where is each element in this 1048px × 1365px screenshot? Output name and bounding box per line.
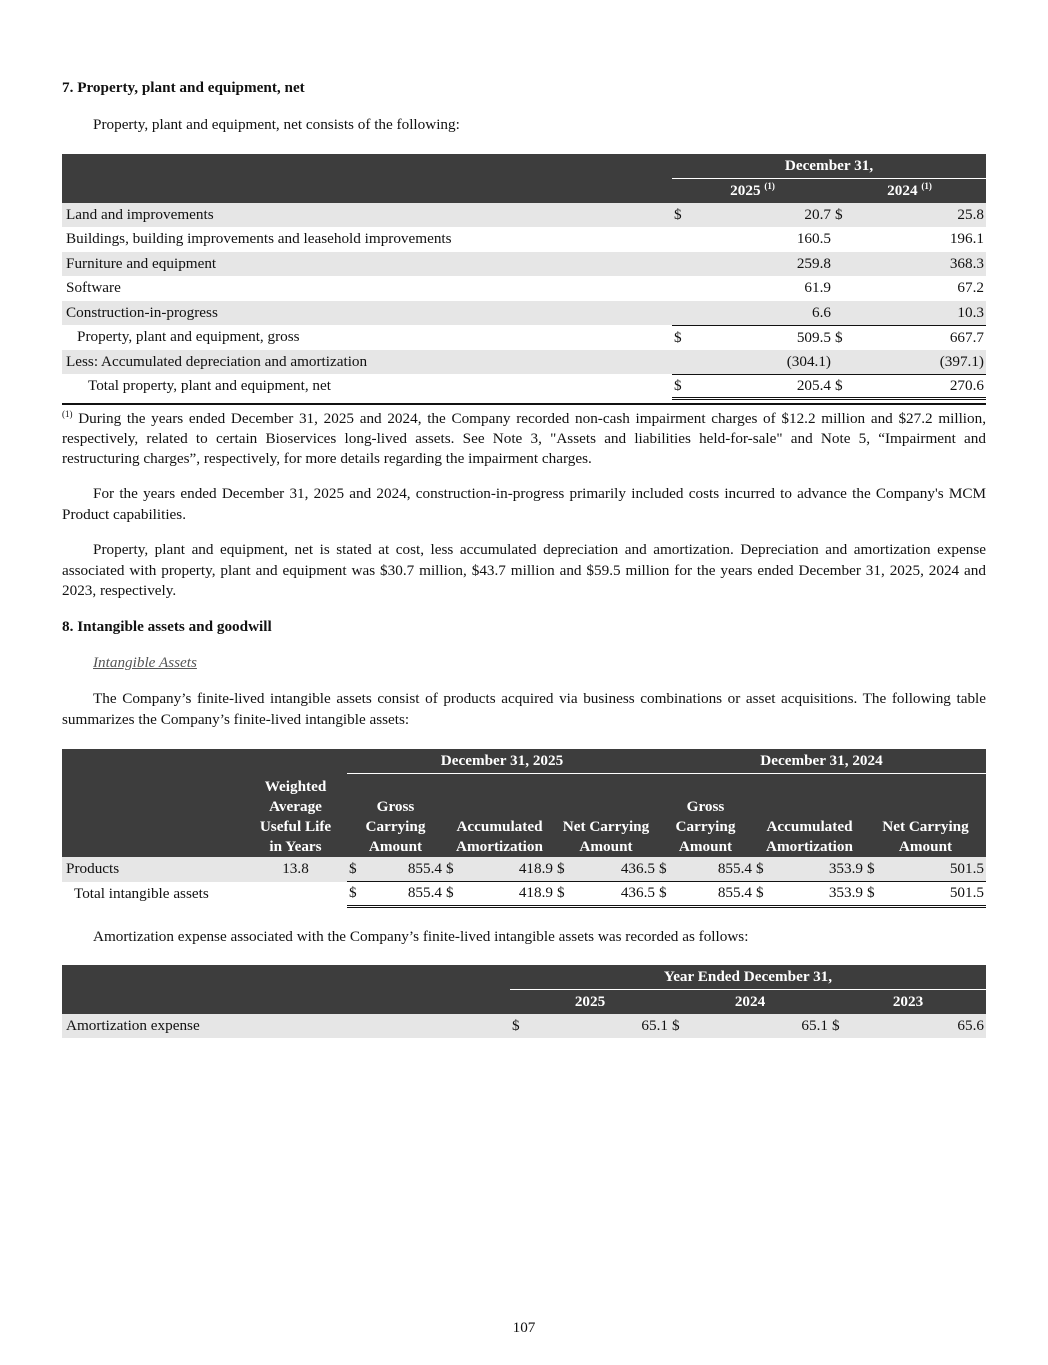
table-cell: 6.6	[688, 301, 833, 326]
section8-paragraph-1: The Company’s finite-lived intangible assets consist of products acquired via business combinations or asset acquisitions. The following table summarizes the Company’s finite-lived intangible assets:	[62, 690, 986, 728]
section8-subheading: Intangible Assets	[93, 654, 197, 671]
table-cell: 855.4	[669, 857, 754, 882]
table-cell	[833, 350, 849, 375]
table-row	[62, 374, 986, 399]
table-cell: $	[347, 882, 359, 907]
table-row	[62, 857, 986, 882]
table-cell: 25.8	[849, 203, 986, 227]
col-net-2025: Net Carrying Amount	[555, 773, 657, 857]
table-cell: 418.9	[456, 882, 555, 907]
table-cell: $	[444, 882, 456, 907]
col-accum-2024: Accumulated Amortization	[754, 773, 865, 857]
table-cell: Construction-in-progress	[62, 301, 672, 326]
table-cell: 855.4	[359, 882, 444, 907]
table-cell: $	[672, 325, 688, 350]
col-accum-2025: Accumulated Amortization	[444, 773, 555, 857]
table-cell: $	[754, 857, 766, 882]
ppe-col-2025: 2025 $^{(1)}$	[672, 178, 833, 203]
table-cell: $	[555, 882, 567, 907]
intangibles-table	[62, 749, 986, 908]
table-cell	[672, 252, 688, 277]
table-cell: $	[347, 857, 359, 882]
table-cell: 61.9	[804, 279, 831, 297]
table-cell: $	[865, 882, 877, 907]
table-cell: $	[555, 857, 567, 882]
table-cell: $	[670, 1014, 686, 1039]
table-cell: $	[672, 374, 688, 399]
table-cell: 509.5	[688, 325, 833, 350]
table-cell: 501.5	[877, 857, 986, 882]
table-row	[62, 252, 986, 277]
table-cell	[833, 252, 849, 277]
ppe-footnote	[62, 403, 986, 470]
table-cell	[62, 178, 672, 203]
amort-col-2024: 2024	[670, 989, 830, 1014]
table-cell: 259.8	[688, 252, 833, 277]
amort-col-2023: 2023	[830, 989, 986, 1014]
table-cell: 65.1	[526, 1014, 670, 1039]
col-useful-life: Weighted Average Useful Life in Years	[249, 773, 342, 857]
col-net-2024: Net Carrying Amount	[865, 773, 986, 857]
table-row	[62, 325, 986, 350]
table-cell: 501.5	[877, 882, 986, 907]
table-cell: $	[657, 857, 669, 882]
table-cell: 667.7	[849, 325, 986, 350]
table-cell: Property, plant and equipment, gross	[77, 328, 300, 346]
intangibles-group-2025: December 31, 2025	[347, 749, 657, 773]
table-cell: 418.9	[456, 857, 555, 882]
table-cell: (304.1)	[688, 350, 833, 375]
table-cell: 353.9	[766, 857, 865, 882]
section7-paragraph-2: Property, plant and equipment, net is stated at cost, less accumulated depreciation and amortization. Depreciation and amortization expense associated with property, plant and equipment was $30.7 million, $43.7 million and $59.5 million for the years ended December 31, 2025, 2024 and 2023, respectively.	[62, 541, 986, 600]
table-cell: Total intangible assets	[74, 884, 209, 902]
table-row	[62, 882, 986, 907]
table-row	[62, 1014, 986, 1039]
table-cell: 10.3	[849, 301, 986, 326]
table-row	[62, 276, 986, 301]
table-cell: $	[510, 1014, 526, 1039]
table-cell: 436.5	[567, 882, 657, 907]
table-cell	[62, 154, 672, 178]
table-cell: (397.1)	[849, 350, 986, 375]
intangibles-group-2024: December 31, 2024	[657, 749, 986, 773]
ppe-table	[62, 154, 986, 400]
table-cell: $	[672, 203, 688, 227]
section7-intro: Property, plant and equipment, net consists of the following:	[93, 116, 460, 133]
table-cell: Software	[66, 279, 121, 297]
table-cell	[833, 301, 849, 326]
table-row	[62, 227, 986, 252]
table-row	[62, 203, 986, 227]
table-cell: 20.7	[688, 203, 833, 227]
table-cell: $	[830, 1014, 846, 1039]
table-cell: 436.5	[567, 857, 657, 882]
table-cell: $	[754, 882, 766, 907]
table-cell: $	[833, 374, 849, 399]
table-cell	[833, 276, 849, 301]
table-cell: $	[833, 325, 849, 350]
col-gross-2025: Gross Carrying Amount	[347, 773, 444, 857]
amort-group-header: Year Ended December 31,	[510, 965, 986, 989]
table-cell: $	[657, 882, 669, 907]
table-cell	[62, 749, 347, 773]
table-cell: 65.6	[846, 1014, 986, 1039]
table-cell: $	[444, 857, 456, 882]
table-cell: 65.1	[686, 1014, 830, 1039]
table-cell: Products	[62, 857, 249, 882]
table-cell: 196.1	[949, 230, 984, 248]
table-cell: 270.6	[849, 374, 986, 399]
table-row	[62, 301, 986, 326]
table-cell	[672, 227, 688, 252]
amort-col-2025: 2025	[510, 989, 670, 1014]
table-cell: 205.4	[688, 374, 833, 399]
table-cell: 368.3	[849, 252, 986, 277]
table-cell: 855.4	[359, 857, 444, 882]
table-cell	[62, 965, 510, 989]
section8-heading: 8. Intangible assets and goodwill	[62, 618, 272, 635]
table-cell: Less: Accumulated depreciation and amortization	[62, 350, 672, 375]
ppe-col-2024: 2024 $^{(1)}$	[833, 178, 986, 203]
section7-heading: 7. Property, plant and equipment, net	[62, 79, 305, 96]
table-cell: 160.5	[796, 230, 831, 248]
table-cell	[62, 773, 249, 857]
table-cell: Total property, plant and equipment, net	[88, 377, 331, 395]
table-cell	[672, 350, 688, 375]
table-cell: Buildings, building improvements and leasehold improvements	[66, 230, 452, 248]
table-cell: Land and improvements	[62, 203, 672, 227]
section8-paragraph-2: Amortization expense associated with the Company’s finite-lived intangible assets was recorded as follows:	[93, 928, 749, 945]
table-cell: 13.8	[249, 857, 342, 882]
amortization-table	[62, 965, 986, 1038]
page-number: 107	[512, 1319, 536, 1336]
table-cell	[672, 276, 688, 301]
table-cell	[672, 301, 688, 326]
table-cell: 67.2	[957, 279, 984, 297]
ppe-group-header: December 31,	[672, 154, 986, 178]
table-cell: 855.4	[669, 882, 754, 907]
table-row	[62, 350, 986, 375]
section7-paragraph-1: For the years ended December 31, 2025 and 2024, construction-in-progress primarily included costs incurred to advance the Company's MCM Product capabilities.	[62, 485, 986, 523]
col-gross-2024: Gross Carrying Amount	[657, 773, 754, 857]
table-cell: $	[865, 857, 877, 882]
table-cell	[62, 989, 510, 1014]
footnote-marker: (1)	[62, 408, 73, 419]
table-cell	[249, 882, 342, 907]
table-cell	[833, 227, 849, 252]
table-cell: $	[833, 203, 849, 227]
table-cell: Furniture and equipment	[62, 252, 672, 277]
footnote-text: During the years ended December 31, 2025 and 2024, the Company recorded non-cash impairment charges of $12.2 million and $27.2 million, respectively, related to certain Bioservices long-lived assets. See Note 3, "Assets and liabilities held-for-sale" and Note 5, “Impairment and restructuring charges”, respectively, for more details regarding the impairment charges.	[62, 410, 986, 468]
table-cell: Amortization expense	[62, 1014, 510, 1039]
table-cell: 353.9	[766, 882, 865, 907]
